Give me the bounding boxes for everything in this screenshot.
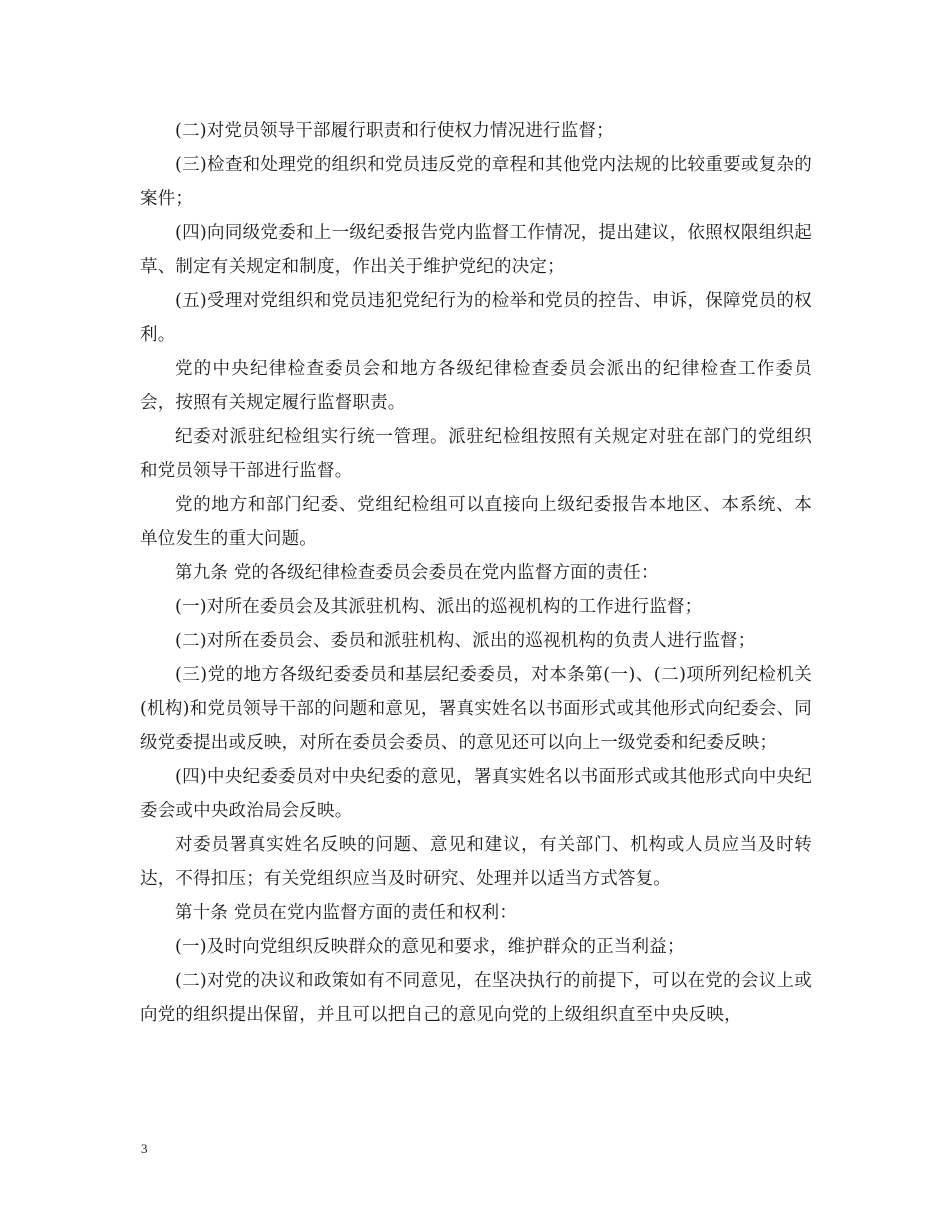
- paragraph: (三)检查和处理党的组织和党员违反党的章程和其他党内法规的比较重要或复杂的案件；: [140, 155, 812, 209]
- page-number: 3: [141, 1141, 148, 1156]
- article-heading: 第九条 党的各级纪律检查委员会委员在党内监督方面的责任：: [175, 563, 659, 583]
- paragraph: (五)受理对党组织和党员违犯党纪行为的检举和党员的控告、申诉，保障党员的权利。: [140, 291, 812, 345]
- paragraph: 纪委对派驻纪检组实行统一管理。派驻纪检组按照有关规定对驻在部门的党组织和党员领导干部进行监督。: [140, 427, 812, 481]
- paragraph: 对委员署真实姓名反映的问题、意见和建议，有关部门、机构或人员应当及时转达，不得扣压；有关党组织应当及时研究、处理并以适当方式答复。: [140, 835, 812, 889]
- paragraph: (一)及时向党组织反映群众的意见和要求，维护群众的正当利益；: [175, 937, 685, 957]
- paragraph: (四)向同级党委和上一级纪委报告党内监督工作情况，提出建议，依照权限组织起草、制定有关规定和制度，作出关于维护党纪的决定；: [140, 223, 812, 277]
- paragraph: (二)对党员领导干部履行职责和行使权力情况进行监督；: [175, 121, 614, 141]
- paragraph: (一)对所在委员会及其派驻机构、派出的巡视机构的工作进行监督；: [175, 597, 703, 617]
- paragraph: (二)对所在委员会、委员和派驻机构、派出的巡视机构的负责人进行监督；: [175, 631, 756, 651]
- document-body: [140, 114, 812, 1032]
- paragraph: 党的地方和部门纪委、党组纪检组可以直接向上级纪委报告本地区、本系统、本单位发生的重大问题。: [140, 495, 812, 549]
- paragraph: (四)中央纪委委员对中央纪委的意见，署真实姓名以书面形式或其他形式向中央纪委会或中央政治局会反映。: [140, 767, 812, 821]
- article-heading: 第十条 党员在党内监督方面的责任和权利：: [175, 903, 518, 923]
- paragraph: (三)党的地方各级纪委委员和基层纪委委员，对本条第(一)、(二)项所列纪检机关(机构)和党员领导干部的问题和意见，署真实姓名以书面形式或其他形式向纪委会、同级党委提出或反映，对所在委员会委员、的意见还可以向上一级党委和纪委反映；: [140, 665, 812, 753]
- paragraph: 党的中央纪律检查委员会和地方各级纪律检查委员会派出的纪律检查工作委员会，按照有关规定履行监督职责。: [140, 359, 812, 413]
- paragraph: (二)对党的决议和政策如有不同意见，在坚决执行的前提下，可以在党的会议上或向党的组织提出保留，并且可以把自己的意见向党的上级组织直至中央反映，: [140, 971, 812, 1025]
